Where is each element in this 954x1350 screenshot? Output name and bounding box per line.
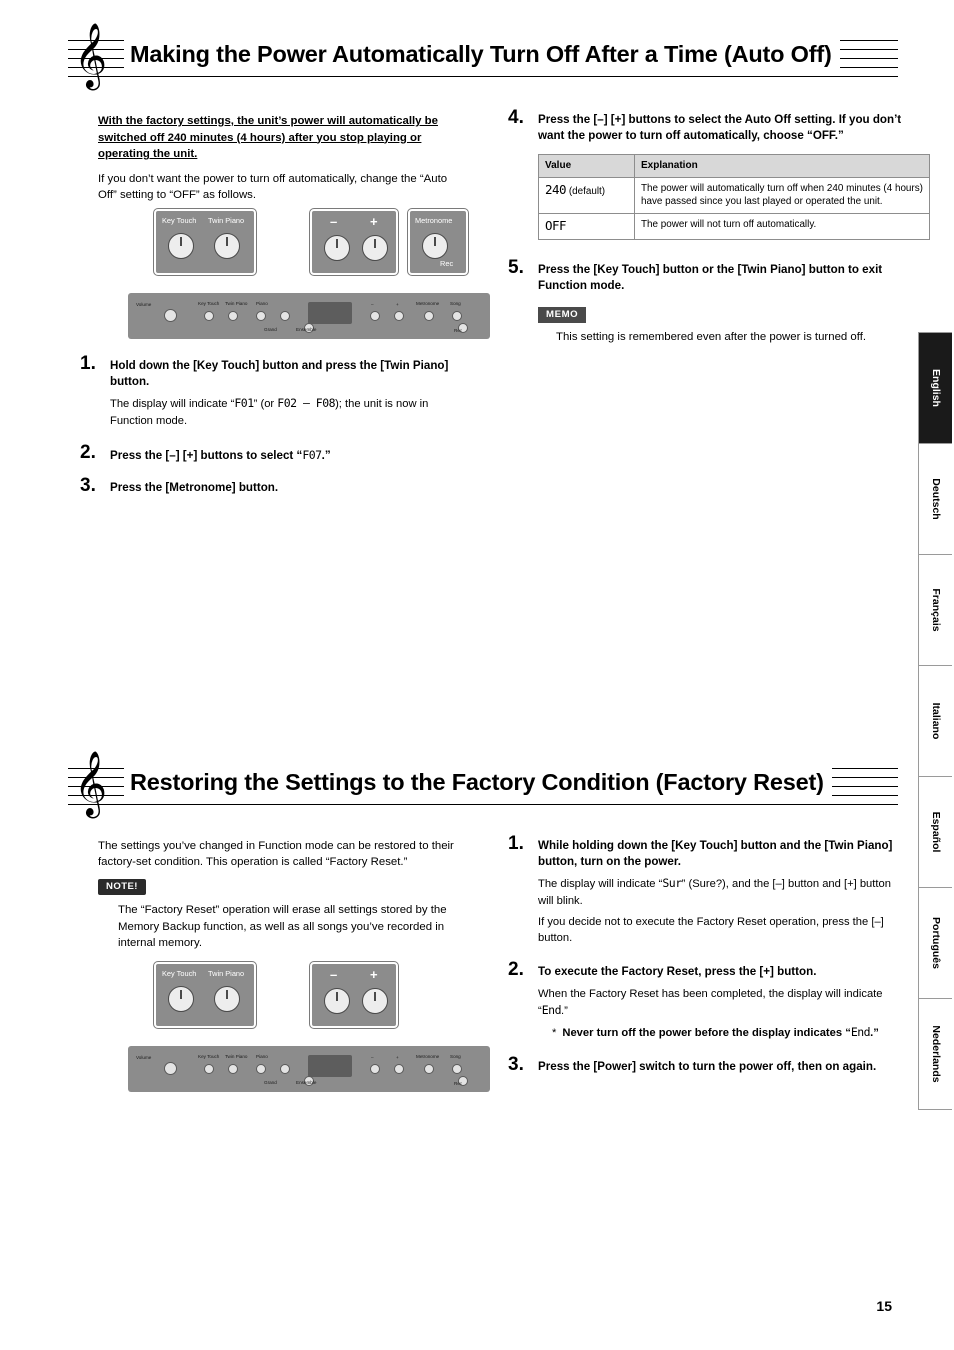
- callout-label-twin-piano-2: Twin Piano: [208, 969, 245, 978]
- lcd-sur: Sur: [662, 876, 682, 891]
- panel-label-twin-piano: Twin Piano: [225, 301, 248, 306]
- fr-step-3: [508, 1054, 908, 1076]
- tab-nederlands[interactable]: [918, 998, 952, 1110]
- panel-label-metronome: Metronome: [416, 301, 440, 306]
- tab-francais[interactable]: [918, 554, 952, 666]
- panel-label-twin-piano-2: Twin Piano: [225, 1054, 248, 1059]
- fr-step-2-warning-mark: *: [552, 1027, 557, 1040]
- note-badge: NOTE!: [98, 879, 146, 895]
- lcd-f01: F01: [234, 396, 254, 411]
- tab-francais-label: Français: [929, 588, 942, 632]
- table-header-value: Value: [539, 155, 635, 178]
- step-4-number: 4.: [508, 107, 524, 128]
- fr-step-1: [508, 833, 908, 946]
- callout-minus-knob-2: [324, 988, 350, 1014]
- callout-plus-knob-2: [362, 988, 388, 1014]
- panel-label-volume: Volume: [136, 302, 152, 307]
- section-header-factory-reset: [68, 751, 898, 816]
- section1-steps-left: [80, 353, 470, 506]
- panel-label-key-touch-2: Key Touch: [198, 1054, 220, 1059]
- callout-label-plus-2: +: [370, 967, 378, 982]
- tab-espanol[interactable]: [918, 776, 952, 888]
- tab-english[interactable]: [918, 332, 952, 444]
- panel-label-volume-2: Volume: [136, 1055, 152, 1060]
- panel-label-ensemble: Ensemble: [296, 327, 317, 332]
- panel-label-grand: Grand: [264, 327, 277, 332]
- metronome-button-panel-2: [424, 1064, 434, 1074]
- panel-label-key-touch: Key Touch: [198, 301, 220, 306]
- fr-step-3-number: 3.: [508, 1054, 524, 1076]
- panel-label-rec: Rec: [454, 328, 463, 333]
- callout-minus-plus-2: [310, 962, 398, 1028]
- panel-label-ensemble-2: Ensemble: [296, 1080, 317, 1085]
- step-5-heading: Press the [Key Touch] button or the [Twin Piano] button to exit Function mode.: [538, 262, 883, 292]
- lcd-f07: F07: [302, 447, 322, 462]
- panel-label-piano-2: Piano: [256, 1054, 268, 1059]
- step-4-heading: Press the [–] [+] buttons to select the Auto Off setting. If you don’t want the power to turn off automatically, choose “OFF.”: [538, 113, 902, 143]
- table-cell-explanation-240: The power will automatically turn off when 240 minutes (4 hours) have passed since you last played or operated the unit.: [635, 177, 930, 213]
- callout-metronome: [408, 209, 468, 275]
- fr-step-3-heading: Press the [Power] switch to turn the power off, then on again.: [538, 1060, 877, 1074]
- step-1-heading: Hold down the [Key Touch] button and press the [Twin Piano] button.: [110, 359, 449, 389]
- section-header-auto-off: [68, 23, 898, 88]
- step-2-heading-post: .”: [321, 448, 331, 462]
- fr-step-2: [508, 959, 908, 1041]
- callout-twin-piano-knob: [214, 233, 240, 259]
- callout-key-touch-knob-2: [168, 986, 194, 1012]
- step-2-number: 2.: [80, 441, 96, 463]
- fr-step-2-warning-pre: Never turn off the power before the display indicates “: [562, 1027, 851, 1040]
- auto-off-value-table: [538, 154, 930, 239]
- piano-panel-strip: [128, 293, 490, 339]
- step-3-number: 3.: [80, 475, 96, 497]
- memo-badge: MEMO: [538, 307, 586, 323]
- value-240-note: (default): [568, 185, 606, 197]
- table-cell-value-240: [539, 177, 635, 213]
- song-button-panel-2: [452, 1064, 462, 1074]
- callout-minus-knob: [324, 235, 350, 261]
- memo-block: [538, 304, 908, 345]
- callout-label-twin-piano: Twin Piano: [208, 216, 245, 225]
- panel-label-rec-2: Rec: [454, 1081, 463, 1086]
- note-text: The “Factory Reset” operation will erase all settings stored by the Memory Backup function, as well as all songs you’ve recorded in internal memory.: [118, 904, 447, 949]
- tab-espanol-label: Español: [929, 811, 942, 853]
- table-row: [539, 213, 930, 239]
- tab-nederlands-label: Nederlands: [929, 1025, 942, 1083]
- panel-display-2: [308, 1055, 352, 1077]
- panel-label-song-2: Song: [450, 1054, 461, 1059]
- section1-left-column: [98, 113, 468, 203]
- table-cell-value-off: [539, 213, 635, 239]
- tab-italiano[interactable]: [918, 665, 952, 777]
- volume-knob-2: [164, 1062, 177, 1075]
- treble-clef-icon-2: 𝄞: [74, 751, 108, 816]
- panel-label-plus: +: [396, 302, 399, 307]
- step-1-number: 1.: [80, 353, 96, 374]
- twin-piano-button-panel-2: [228, 1064, 238, 1074]
- table-header-explanation: Explanation: [635, 155, 930, 178]
- fr-step-2-detail-post: .”: [561, 1004, 568, 1017]
- lcd-end: End: [541, 1002, 562, 1017]
- tab-english-label: English: [929, 369, 942, 407]
- fr-step-1-detail-pre: The display will indicate “: [538, 878, 663, 891]
- callout-label-minus-2: –: [330, 967, 338, 982]
- tab-portugues[interactable]: [918, 887, 952, 999]
- twin-piano-button-panel: [228, 311, 238, 321]
- table-cell-explanation-off: The power will not turn off automatically.: [635, 213, 930, 239]
- treble-clef-icon: 𝄞: [74, 23, 108, 88]
- callout-label-minus: –: [330, 214, 338, 229]
- lcd-end-2: End: [850, 1025, 871, 1040]
- panel-label-grand-2: Grand: [264, 1080, 277, 1085]
- page-title: Making the Power Automatically Turn Off After a Time (Auto Off): [124, 38, 840, 71]
- metronome-button-panel: [424, 311, 434, 321]
- plus-button-panel-2: [394, 1064, 404, 1074]
- table-header-row: [539, 155, 930, 178]
- key-touch-button-panel: [204, 311, 214, 321]
- panel-display: [308, 302, 352, 324]
- callout-minus-plus: [310, 209, 398, 275]
- volume-knob: [164, 309, 177, 322]
- note-block: [98, 876, 470, 951]
- panel-label-minus-2: –: [371, 1055, 374, 1060]
- panel-label-minus: –: [371, 302, 374, 307]
- callout-key-touch-twin-piano: [154, 209, 256, 275]
- fr-step-2-detail-pre: When the Factory Reset has been completed, the display will indicate “: [538, 987, 883, 1017]
- callout-label-key-touch: Key Touch: [162, 216, 197, 225]
- step-1-detail: The display will indicate “F01” (or F02 – F08); the unit is now in Function mode.: [110, 396, 429, 427]
- callout-key-touch-knob: [168, 233, 194, 259]
- grand-button-panel-2: [280, 1064, 290, 1074]
- piano-button-panel: [256, 311, 266, 321]
- callout-label-metronome: Metronome: [415, 216, 453, 225]
- fr-step-1-number: 1.: [508, 833, 524, 854]
- callout-key-touch-twin-piano-2: [154, 962, 256, 1028]
- step-2: [80, 441, 470, 464]
- fr-step-1-detail-2: If you decide not to execute the Factory Reset operation, press the [–] button.: [538, 915, 884, 945]
- step-4: [508, 107, 908, 144]
- lcd-f02-f08: F02 – F08: [277, 396, 336, 411]
- fr-step-2-warning: [552, 1024, 908, 1041]
- panel-label-plus-2: +: [396, 1055, 399, 1060]
- auto-off-lead-body: If you don’t want the power to turn off automatically, change the “Auto Off” setting to “OFF” as follows.: [98, 172, 448, 201]
- step-5: [508, 256, 908, 294]
- callout-label-key-touch-2: Key Touch: [162, 969, 197, 978]
- grand-button-panel: [280, 311, 290, 321]
- section-title-factory-reset: Restoring the Settings to the Factory Condition (Factory Reset): [124, 766, 832, 799]
- step-2-heading-pre: Press the [–] [+] buttons to select “: [110, 448, 303, 462]
- section2-right-column: [508, 833, 908, 1086]
- tab-portugues-label: Português: [929, 917, 942, 969]
- panel-label-metronome-2: Metronome: [416, 1054, 440, 1059]
- lcd-off: OFF: [545, 217, 567, 233]
- step-1: [80, 353, 470, 429]
- table-row: [539, 177, 930, 213]
- lcd-240: 240: [545, 181, 567, 197]
- step-5-number: 5.: [508, 256, 524, 278]
- step-2-heading: [110, 447, 470, 464]
- page-number: 15: [876, 1298, 892, 1314]
- fr-step-2-number: 2.: [508, 959, 524, 981]
- tab-deutsch[interactable]: [918, 443, 952, 555]
- callout-label-plus: +: [370, 214, 378, 229]
- panel-label-piano: Piano: [256, 301, 268, 306]
- fr-step-1-heading: While holding down the [Key Touch] button and the [Twin Piano] button, turn on the power.: [538, 839, 893, 869]
- song-button-panel: [452, 311, 462, 321]
- step-3: [80, 475, 470, 497]
- step-3-heading: Press the [Metronome] button.: [110, 481, 279, 495]
- minus-button-panel-2: [370, 1064, 380, 1074]
- memo-text: This setting is remembered even after the power is turned off.: [556, 330, 867, 343]
- auto-off-lead-bold: With the factory settings, the unit’s power will automatically be switched off 240 minutes (4 hours) after you stop playing or operating the unit.: [98, 115, 438, 161]
- section1-right-column: [508, 107, 923, 345]
- minus-button-panel: [370, 311, 380, 321]
- fr-step-1-detail-post: ” (Sure?), and the [–] button and [+] button will blink.: [538, 878, 891, 907]
- fr-step-2-heading: To execute the Factory Reset, press the [+] button.: [538, 965, 817, 979]
- fr-step-2-detail: [538, 986, 908, 1019]
- fr-step-1-detail-1: [538, 875, 908, 908]
- callout-metronome-knob: [422, 233, 448, 259]
- tab-italiano-label: Italiano: [929, 702, 942, 740]
- tab-deutsch-label: Deutsch: [929, 478, 942, 520]
- panel-illustration-2: [98, 958, 498, 1093]
- language-tabs: [918, 332, 954, 1109]
- panel-illustration-1: [98, 205, 498, 340]
- panel-label-song: Song: [450, 301, 461, 306]
- piano-panel-strip-2: [128, 1046, 490, 1092]
- plus-button-panel: [394, 311, 404, 321]
- piano-button-panel-2: [256, 1064, 266, 1074]
- callout-twin-piano-knob-2: [214, 986, 240, 1012]
- factory-reset-intro: The settings you’ve changed in Function mode can be restored to their factory-set condition. This operation is called “Factory Reset.”: [98, 840, 454, 869]
- fr-step-2-warning-post: .”: [870, 1027, 879, 1040]
- callout-plus-knob: [362, 235, 388, 261]
- callout-label-rec: Rec: [440, 259, 454, 268]
- section2-left-column: [98, 838, 470, 951]
- key-touch-button-panel-2: [204, 1064, 214, 1074]
